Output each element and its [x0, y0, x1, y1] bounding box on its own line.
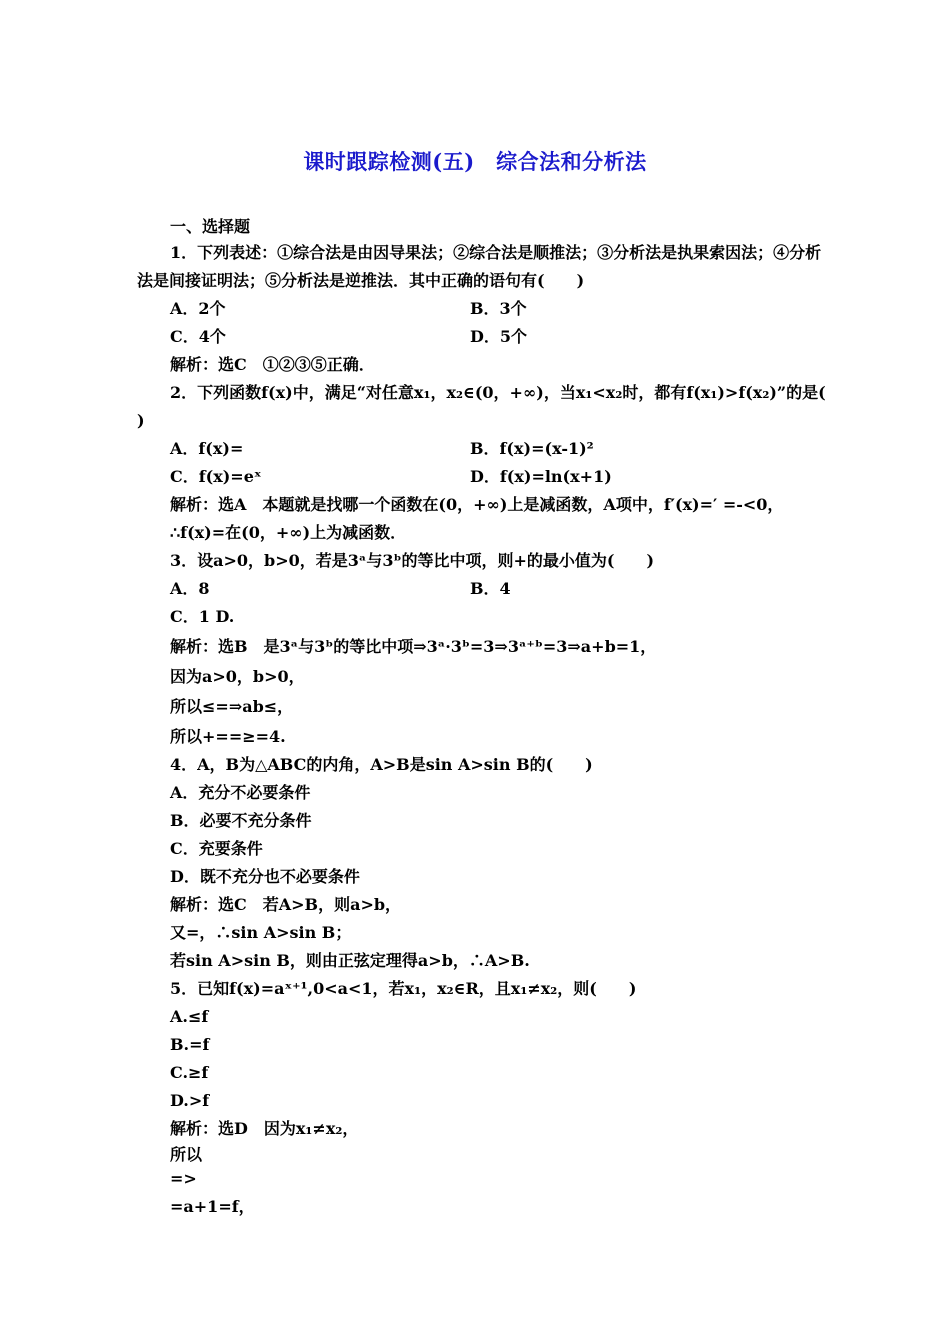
page-title: 课时跟踪检测(五) 综合法和分析法 — [303, 149, 647, 174]
option-b: B．3个 — [470, 299, 527, 318]
option-d: D.>f — [170, 1091, 210, 1110]
answer-explanation: 解析：选D 因为x₁≠x₂， — [170, 1119, 359, 1138]
question-1-text: 1．下列表述：①综合法是由因导果法；②综合法是顺推法；③分析法是执果索因法；④分析 — [170, 243, 822, 262]
option-a: A．f(x)= — [170, 439, 244, 458]
answer-explanation: 解析：选C ①②③⑤正确． — [170, 355, 375, 374]
option-c: C．f(x)=eˣ — [170, 467, 262, 486]
option-d: D．f(x)=ln(x+1) — [470, 467, 612, 486]
answer-explanation-cont: ∴f(x)=在(0，+∞)上为减函数． — [170, 523, 407, 542]
question-1-text-cont: 法是间接证明法；⑤分析法是逆推法．其中正确的语句有( ) — [137, 271, 585, 290]
option-c: C.≥f — [170, 1063, 209, 1082]
answer-explanation-cont: 所以+==≥=4. — [170, 727, 286, 746]
option-a: A．8 — [170, 579, 210, 598]
option-b: B．4 — [470, 579, 511, 598]
option-b: B．必要不充分条件 — [170, 811, 312, 830]
answer-explanation-cont: 又=，∴sin A>sin B； — [170, 923, 352, 942]
option-d: D．5个 — [470, 327, 528, 346]
question-2-text-cont: ) — [137, 411, 145, 430]
answer-explanation-cont: 若sin A>sin B，则由正弦定理得a>b，∴A>B. — [170, 951, 530, 970]
option-a: A.≤f — [170, 1007, 209, 1026]
question-4-text: 4．A，B为△ABC的内角，A>B是sin A>sin B的( ) — [170, 755, 593, 774]
question-5-text: 5．已知f(x)=aˣ⁺¹,0<a<1，若x₁，x₂∈R，且x₁≠x₂，则( ) — [170, 979, 637, 998]
option-b: B．f(x)=(x-1)² — [470, 439, 594, 458]
answer-explanation-cont: 因为a>0，b>0， — [170, 667, 305, 686]
section-heading: 一、选择题 — [170, 217, 251, 236]
option-b: B.=f — [170, 1035, 210, 1054]
question-2-text: 2．下列函数f(x)中，满足“对任意x₁，x₂∈(0，+∞)，当x₁<x₂时，都有f(x₁)>f(x₂)”的是( — [170, 383, 826, 402]
option-d: D．既不充分也不必要条件 — [170, 867, 360, 886]
answer-explanation-cont: => — [170, 1169, 197, 1188]
answer-explanation: 解析：选B 是3ᵃ与3ᵇ的等比中项⇒3ᵃ·3ᵇ=3⇒3ᵃ⁺ᵇ=3⇒a+b=1， — [170, 637, 657, 656]
option-c-d: C．1 D. — [170, 607, 235, 626]
option-c: C．4个 — [170, 327, 226, 346]
option-a: A．2个 — [170, 299, 226, 318]
answer-explanation-cont: 所以 — [170, 1145, 203, 1164]
answer-explanation: 解析：选A 本题就是找哪一个函数在(0，+∞)上是减函数，A项中，f′(x)=′ =-<0， — [170, 495, 784, 514]
answer-explanation-cont: 所以≤=⇒ab≤， — [170, 697, 294, 716]
question-3-text: 3．设a>0，b>0，若是3ᵃ与3ᵇ的等比中项，则+的最小值为( ) — [170, 551, 655, 570]
option-a: A．充分不必要条件 — [170, 783, 311, 802]
option-c: C．充要条件 — [170, 839, 263, 858]
answer-explanation-cont: =a+1=f， — [170, 1197, 255, 1216]
answer-explanation: 解析：选C 若A>B，则a>b， — [170, 895, 402, 914]
